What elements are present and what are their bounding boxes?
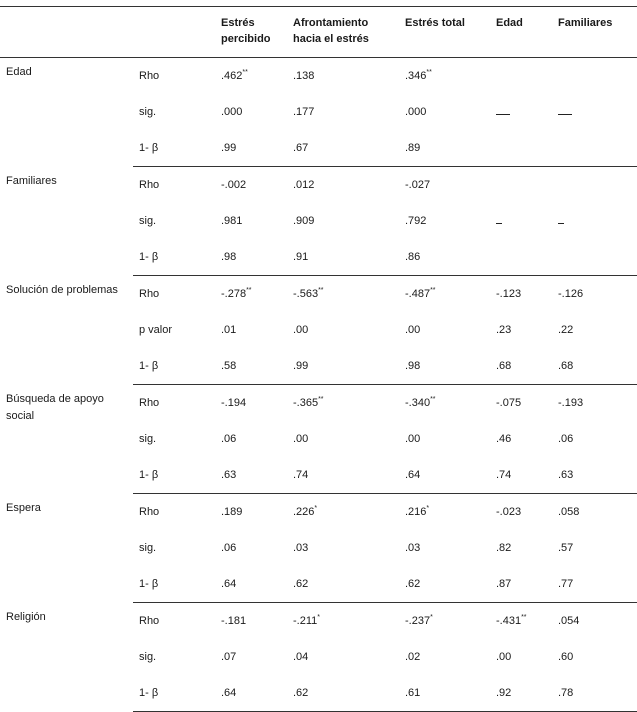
- correlation-table: [0, 6, 637, 712]
- cell-estres-total: [399, 457, 490, 494]
- variable-label: Espera: [6, 501, 41, 514]
- statistic-label: sig.: [139, 542, 157, 554]
- cell-value: .06: [558, 433, 574, 445]
- significance-marker: **: [521, 614, 527, 621]
- table-row: [0, 167, 637, 204]
- table-row: [0, 494, 637, 531]
- cell-edad: [490, 312, 552, 348]
- header-variable: [0, 7, 133, 58]
- cell-estres-total: [399, 566, 490, 603]
- cell-value: .22: [558, 324, 574, 336]
- cell-estres-total: [399, 130, 490, 167]
- cell-value: -.123: [496, 288, 522, 300]
- cell-familiares: [552, 167, 637, 204]
- significance-marker: *: [314, 505, 318, 512]
- cell-edad: [490, 530, 552, 566]
- cell-estres-total: [399, 58, 490, 95]
- statistic-label: 1- β: [133, 130, 215, 167]
- cell-edad: [490, 494, 552, 531]
- cell-value: -.237: [405, 615, 431, 627]
- cell-estres-total: [399, 239, 490, 276]
- cell-afrontamiento: [287, 58, 399, 95]
- cell-afrontamiento: [287, 603, 399, 640]
- table-row: [0, 58, 637, 95]
- statistic-label: sig.: [139, 433, 157, 445]
- cell-afrontamiento: [287, 457, 399, 494]
- statistic-label: Rho: [139, 397, 160, 409]
- cell-afrontamiento: [287, 421, 399, 457]
- cell-edad: [490, 457, 552, 494]
- cell-edad: [490, 276, 552, 313]
- variable-label: Solución de problemas: [6, 283, 118, 296]
- header-statistic: [133, 7, 215, 58]
- significance-marker: *: [317, 614, 320, 621]
- cell-afrontamiento: [287, 566, 399, 603]
- cell-familiares: [552, 603, 637, 640]
- header-edad: Edad: [490, 7, 552, 58]
- cell-value: -.181: [221, 615, 247, 627]
- cell-value: .62: [293, 578, 309, 590]
- cell-afrontamiento: [287, 94, 399, 130]
- cell-value: .00: [405, 433, 421, 445]
- cell-estres-percibido: [215, 639, 287, 675]
- cell-estres-total: [399, 276, 490, 313]
- cell-value: .07: [221, 651, 237, 663]
- cell-value: .04: [293, 651, 309, 663]
- cell-value: .68: [496, 360, 512, 372]
- cell-edad: [490, 58, 552, 95]
- cell-estres-total: [399, 94, 490, 130]
- cell-value: .00: [496, 651, 512, 663]
- cell-familiares: [552, 530, 637, 566]
- cell-value: .68: [558, 360, 574, 372]
- cell-afrontamiento: [287, 530, 399, 566]
- cell-value: .216: [405, 506, 427, 518]
- header-familiares: Familiares: [552, 7, 637, 58]
- cell-value: .82: [496, 542, 512, 554]
- cell-value: .86: [405, 251, 421, 263]
- significance-marker: **: [426, 69, 432, 76]
- cell-estres-total: [399, 385, 490, 422]
- cell-familiares: [552, 348, 637, 385]
- statistic-label: sig.: [139, 651, 157, 663]
- cell-afrontamiento: [287, 385, 399, 422]
- cell-value: .64: [221, 687, 237, 699]
- cell-edad: [490, 566, 552, 603]
- cell-estres-percibido: [215, 167, 287, 204]
- significance-marker: **: [242, 69, 248, 76]
- variable-label: Búsqueda de apoyo social: [6, 392, 104, 422]
- cell-value: .177: [293, 106, 315, 118]
- cell-estres-percibido: [215, 94, 287, 130]
- cell-edad: [490, 421, 552, 457]
- table-row: [0, 603, 637, 640]
- cell-afrontamiento: [287, 276, 399, 313]
- cell-familiares: [552, 203, 637, 239]
- cell-value: .23: [496, 324, 512, 336]
- cell-afrontamiento: [287, 203, 399, 239]
- cell-edad: [490, 130, 552, 167]
- cell-estres-total: [399, 675, 490, 712]
- cell-familiares: [552, 639, 637, 675]
- cell-edad: [490, 639, 552, 675]
- cell-value: .67: [293, 142, 309, 154]
- cell-estres-total: [399, 348, 490, 385]
- cell-value: -.126: [558, 288, 584, 300]
- header-estres-total: Estrés total: [399, 7, 490, 58]
- cell-estres-percibido: [215, 566, 287, 603]
- cell-estres-percibido: [215, 530, 287, 566]
- cell-estres-total: [399, 530, 490, 566]
- cell-value: .02: [405, 651, 421, 663]
- table-row: [0, 276, 637, 313]
- cell-value: .03: [293, 542, 309, 554]
- cell-value: .00: [405, 324, 421, 336]
- cell-estres-percibido: [215, 58, 287, 95]
- statistic-label: Rho: [139, 179, 160, 191]
- cell-value: .78: [558, 687, 574, 699]
- cell-value: -.075: [496, 397, 522, 409]
- cell-value: -.487: [405, 288, 431, 300]
- cell-value: .89: [405, 142, 421, 154]
- cell-familiares: [552, 494, 637, 531]
- table-header: [0, 7, 637, 58]
- significance-marker: **: [246, 287, 252, 294]
- header-afrontamiento: Afrontamiento hacia el estrés: [287, 7, 399, 58]
- empty-cell-dash: [558, 108, 572, 115]
- cell-value: .012: [293, 179, 315, 191]
- significance-marker: **: [430, 396, 436, 403]
- cell-value: .98: [405, 360, 421, 372]
- cell-afrontamiento: [287, 130, 399, 167]
- significance-marker: **: [430, 287, 436, 294]
- cell-edad: [490, 239, 552, 276]
- cell-value: .03: [405, 542, 421, 554]
- header-estres-percibido: Estrés percibido: [215, 7, 287, 58]
- cell-estres-percibido: [215, 421, 287, 457]
- cell-value: .058: [558, 506, 580, 518]
- cell-familiares: [552, 457, 637, 494]
- cell-value: -.194: [221, 397, 247, 409]
- cell-value: .74: [293, 469, 309, 481]
- cell-value: .054: [558, 615, 580, 627]
- cell-value: .000: [221, 106, 243, 118]
- cell-value: -.193: [558, 397, 584, 409]
- cell-afrontamiento: [287, 494, 399, 531]
- cell-estres-percibido: [215, 348, 287, 385]
- cell-estres-percibido: [215, 203, 287, 239]
- statistic-label: sig.: [139, 215, 157, 227]
- cell-value: -.023: [496, 506, 522, 518]
- cell-value: .99: [221, 142, 237, 154]
- cell-value: -.340: [405, 397, 431, 409]
- variable-label: Religión: [6, 610, 46, 623]
- cell-estres-percibido: [215, 457, 287, 494]
- cell-familiares: [552, 58, 637, 95]
- cell-estres-total: [399, 639, 490, 675]
- statistic-label: 1- β: [133, 566, 215, 603]
- statistic-label: Rho: [139, 506, 160, 518]
- cell-edad: [490, 94, 552, 130]
- cell-value: -.431: [496, 615, 522, 627]
- significance-marker: **: [318, 396, 324, 403]
- cell-estres-percibido: [215, 675, 287, 712]
- cell-afrontamiento: [287, 167, 399, 204]
- empty-cell-dash: [496, 108, 510, 115]
- cell-value: .462: [221, 70, 243, 82]
- cell-value: -.278: [221, 288, 247, 300]
- cell-value: .77: [558, 578, 574, 590]
- cell-value: .00: [293, 433, 309, 445]
- cell-value: .64: [221, 578, 237, 590]
- cell-estres-total: [399, 603, 490, 640]
- variable-label: Familiares: [6, 174, 57, 187]
- cell-estres-percibido: [215, 385, 287, 422]
- cell-estres-percibido: [215, 130, 287, 167]
- cell-value: .74: [496, 469, 512, 481]
- empty-cell-dash: [496, 217, 502, 224]
- cell-familiares: [552, 94, 637, 130]
- statistic-label: sig.: [139, 106, 157, 118]
- cell-value: .981: [221, 215, 243, 227]
- cell-value: -.563: [293, 288, 319, 300]
- cell-edad: [490, 675, 552, 712]
- cell-familiares: [552, 239, 637, 276]
- cell-afrontamiento: [287, 639, 399, 675]
- cell-value: -.002: [221, 179, 247, 191]
- cell-familiares: [552, 385, 637, 422]
- cell-value: .87: [496, 578, 512, 590]
- cell-estres-total: [399, 421, 490, 457]
- statistic-label: Rho: [139, 615, 160, 627]
- cell-estres-total: [399, 167, 490, 204]
- cell-estres-percibido: [215, 494, 287, 531]
- cell-familiares: [552, 276, 637, 313]
- significance-marker: **: [318, 287, 324, 294]
- cell-familiares: [552, 312, 637, 348]
- cell-value: .226: [293, 506, 315, 518]
- cell-familiares: [552, 421, 637, 457]
- statistic-label: Rho: [139, 288, 160, 300]
- cell-edad: [490, 348, 552, 385]
- cell-estres-percibido: [215, 312, 287, 348]
- cell-afrontamiento: [287, 312, 399, 348]
- cell-value: .06: [221, 542, 237, 554]
- cell-value: .57: [558, 542, 574, 554]
- cell-estres-percibido: [215, 603, 287, 640]
- statistic-label: 1- β: [133, 457, 215, 494]
- cell-value: .06: [221, 433, 237, 445]
- statistic-label: 1- β: [133, 675, 215, 712]
- cell-value: .62: [405, 578, 421, 590]
- cell-value: .60: [558, 651, 574, 663]
- table-row: [0, 385, 637, 422]
- variable-label: Edad: [6, 66, 32, 78]
- cell-estres-total: [399, 312, 490, 348]
- cell-estres-percibido: [215, 276, 287, 313]
- cell-afrontamiento: [287, 675, 399, 712]
- cell-value: .58: [221, 360, 237, 372]
- table-body: [0, 58, 637, 712]
- cell-value: .61: [405, 687, 421, 699]
- cell-edad: [490, 385, 552, 422]
- statistic-label: 1- β: [133, 348, 215, 385]
- cell-value: .63: [558, 469, 574, 481]
- cell-edad: [490, 603, 552, 640]
- significance-marker: *: [426, 505, 430, 512]
- cell-value: .63: [221, 469, 237, 481]
- statistic-label: Rho: [139, 70, 160, 82]
- cell-value: .98: [221, 251, 237, 263]
- cell-value: .909: [293, 215, 315, 227]
- cell-value: .00: [293, 324, 309, 336]
- cell-value: .92: [496, 687, 512, 699]
- cell-familiares: [552, 130, 637, 167]
- cell-value: -.211: [293, 615, 318, 627]
- cell-edad: [490, 167, 552, 204]
- empty-cell-dash: [558, 217, 564, 224]
- cell-estres-percibido: [215, 239, 287, 276]
- cell-value: .01: [221, 324, 237, 336]
- statistic-label: p valor: [139, 324, 173, 336]
- cell-value: .64: [405, 469, 421, 481]
- cell-familiares: [552, 566, 637, 603]
- cell-afrontamiento: [287, 348, 399, 385]
- cell-value: .91: [293, 251, 309, 263]
- cell-value: .346: [405, 70, 427, 82]
- cell-value: .792: [405, 215, 427, 227]
- cell-value: .138: [293, 70, 315, 82]
- cell-value: -.365: [293, 397, 319, 409]
- cell-edad: [490, 203, 552, 239]
- significance-marker: *: [430, 614, 433, 621]
- cell-familiares: [552, 675, 637, 712]
- cell-estres-total: [399, 494, 490, 531]
- cell-value: .62: [293, 687, 309, 699]
- cell-value: .000: [405, 106, 427, 118]
- cell-value: -.027: [405, 179, 431, 191]
- cell-afrontamiento: [287, 239, 399, 276]
- cell-estres-total: [399, 203, 490, 239]
- cell-value: .99: [293, 360, 309, 372]
- statistic-label: 1- β: [133, 239, 215, 276]
- header-row: [0, 7, 637, 58]
- cell-value: .189: [221, 506, 243, 518]
- cell-value: .46: [496, 433, 512, 445]
